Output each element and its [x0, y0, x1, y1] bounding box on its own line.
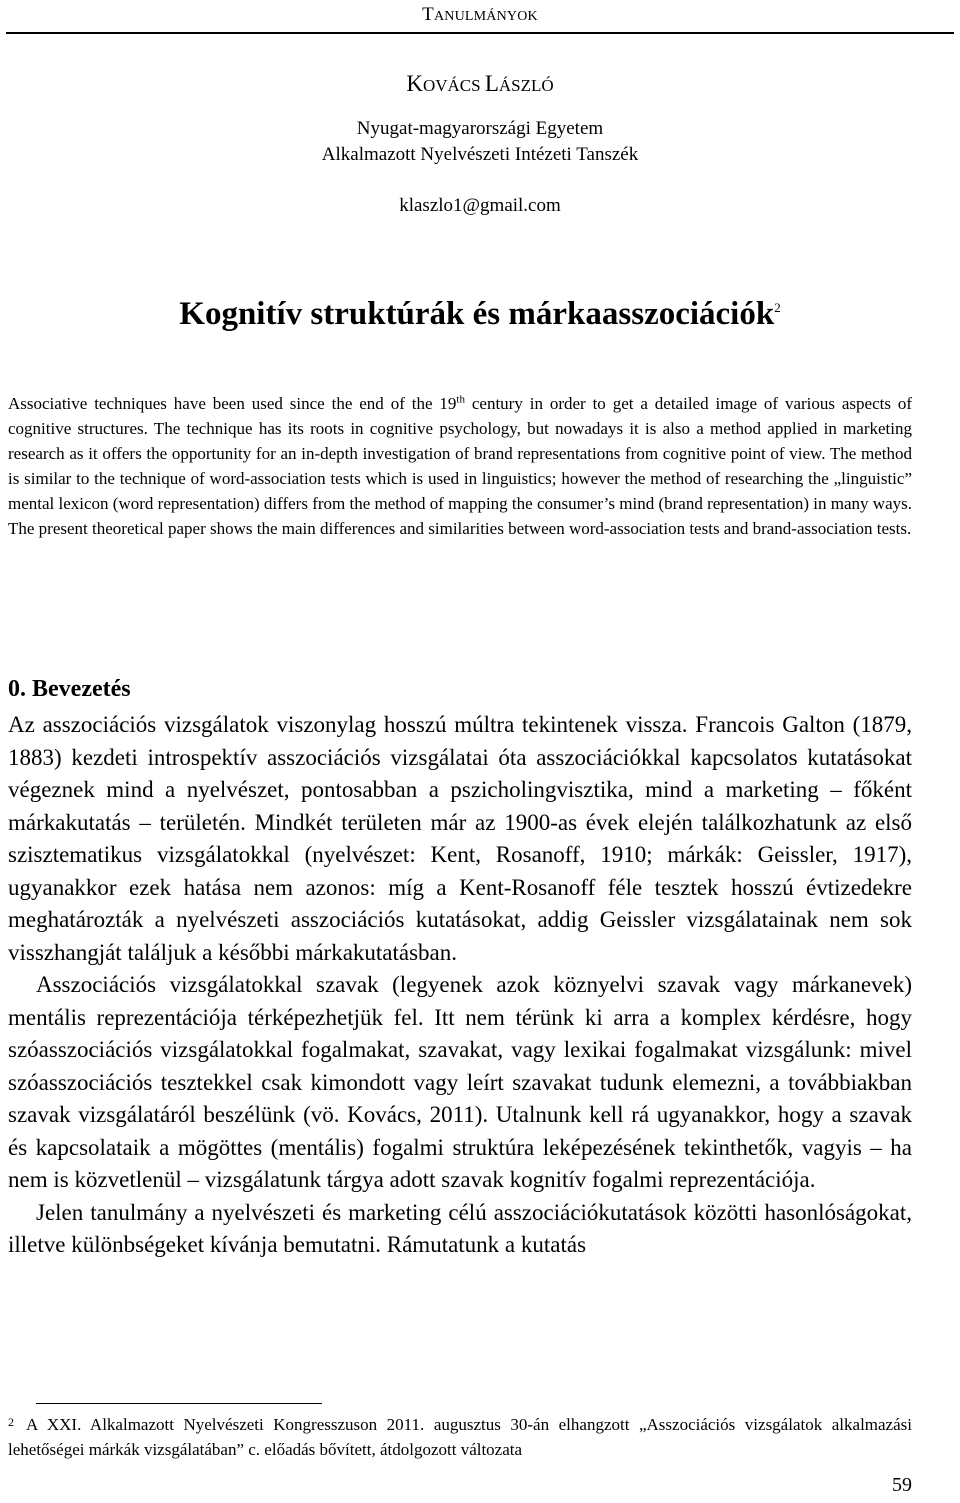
page-number: 59: [892, 1474, 912, 1496]
header-rule: [6, 32, 954, 34]
abstract-part-2: century in order to get a detailed image of various aspects of cognitive structures. The technique has its roots in cognitive psychology, but nowadays it is also a method applied in marketing research as it offers the opportunity for an in-depth investigation of brand representations from cognitive point of view. The method is similar to the technique of word-association tests which is used in linguistics; however the method of researching the „linguistic” mental lexicon (word representation) differs from the method of mapping the consumer’s mind (brand representation) in many ways. The present theoretical paper shows the main differences and similarities between word-association tests and brand-association tests.: [8, 394, 913, 538]
title-footnote-mark: 2: [774, 300, 781, 315]
author-first-rest: OVÁCS: [422, 76, 485, 95]
paper-title-text: Kognitív struktúrák és márkaasszociációk: [179, 296, 775, 332]
author-first-initial: K: [406, 71, 423, 96]
author-name: [0, 71, 960, 97]
affiliation-line-1: Nyugat-magyarországi Egyetem: [356, 118, 604, 139]
body-paragraph-3: Jelen tanulmány a nyelvészeti és marketing célú asszociációkutatások közötti hasonlóságokat, illetve különbségeket kívánja bemutatni. Rámutatunk a kutatás: [8, 1199, 912, 1257]
footnote-rule: [36, 1403, 322, 1404]
body-text: [8, 709, 912, 1262]
section-heading: 0. Bevezetés: [8, 676, 131, 702]
author-last-rest: ÁSZLÓ: [498, 76, 554, 95]
abstract-part-1: Associative techniques have been used since the end of the 19: [8, 394, 457, 413]
body-paragraph-2: Asszociációs vizsgálatokkal szavak (legyenek azok köznyelvi szavak vagy márkanevek) mentális reprezentációja térképezhetjük fel. Itt nem térünk ki arra a komplex kérdésre, hogy szóasszociációs vizsgálatokkal fogalmakat, szavakat, vagy lexikai fogalmakat vizsgálunk: mivel szóasszociációs tesztekkel csak kimondott vagy leírt szavakat tudunk elemezni, a továbbiakban szavak vizsgálatáról beszélünk (vö. Kovács, 2011). Utalnunk kell rá ugyanakkor, hogy a szavak és kapcsolataik a mögöttes (mentális) fogalmi struktúra leképezésének tekinthetők, vagyis – ha nem is közvetlenül – vizsgálatunk tárgya adott szavak kognitív fogalmi reprezentációja.: [8, 972, 912, 1192]
paper-title: [0, 296, 960, 333]
affiliation-line-2: Alkalmazott Nyelvészeti Intézeti Tanszék: [321, 144, 639, 165]
running-header: [0, 4, 960, 26]
footnote-text: A XXI. Alkalmazott Nyelvészeti Kongresszuson 2011. augusztus 30-án elhangzott „Asszociációs vizsgálatok alkalmazási lehetőségei márkák vizsgálatában” c. előadás bővített, átdolgozott változata: [8, 1415, 912, 1459]
footnote: [8, 1412, 912, 1462]
abstract: [8, 391, 912, 541]
author-last-initial: L: [484, 71, 499, 96]
body-paragraph-1: Az asszociációs vizsgálatok viszonylag hosszú múltra tekintenek vissza. Francois Galton (1879, 1883) kezdeti introspektív asszociációs vizsgálatai óta asszociációkkal kapcsolatos kutatásokat végeznek mind a nyelvészet, pontosabban a pszicholingvisztika, mind a marketing – főként márkakutatás – területén. Mindkét területen már az 1900-as évek elején találkozhatunk az első szisztematikus vizsgálatokkal (nyelvészet: Kent, Rosanoff, 1910; márkák: Geissler, 1917), ugyanakkor ezek hatása nem azonos: míg a Kent-Rosanoff féle tesztek hosszú évtizedekre meghatározták a nyelvészeti asszociációs kutatásokat, addig Geissler vizsgálatainak nem sok visszhangját találjuk a későbbi márkakutatásban.: [8, 712, 912, 965]
footnote-mark: 2: [8, 1415, 14, 1429]
running-header-rest: ANULMÁNYOK: [433, 9, 538, 24]
running-header-initial: T: [422, 4, 434, 25]
abstract-superscript: th: [456, 393, 465, 406]
author-email: klaszlo1@gmail.com: [399, 195, 561, 216]
